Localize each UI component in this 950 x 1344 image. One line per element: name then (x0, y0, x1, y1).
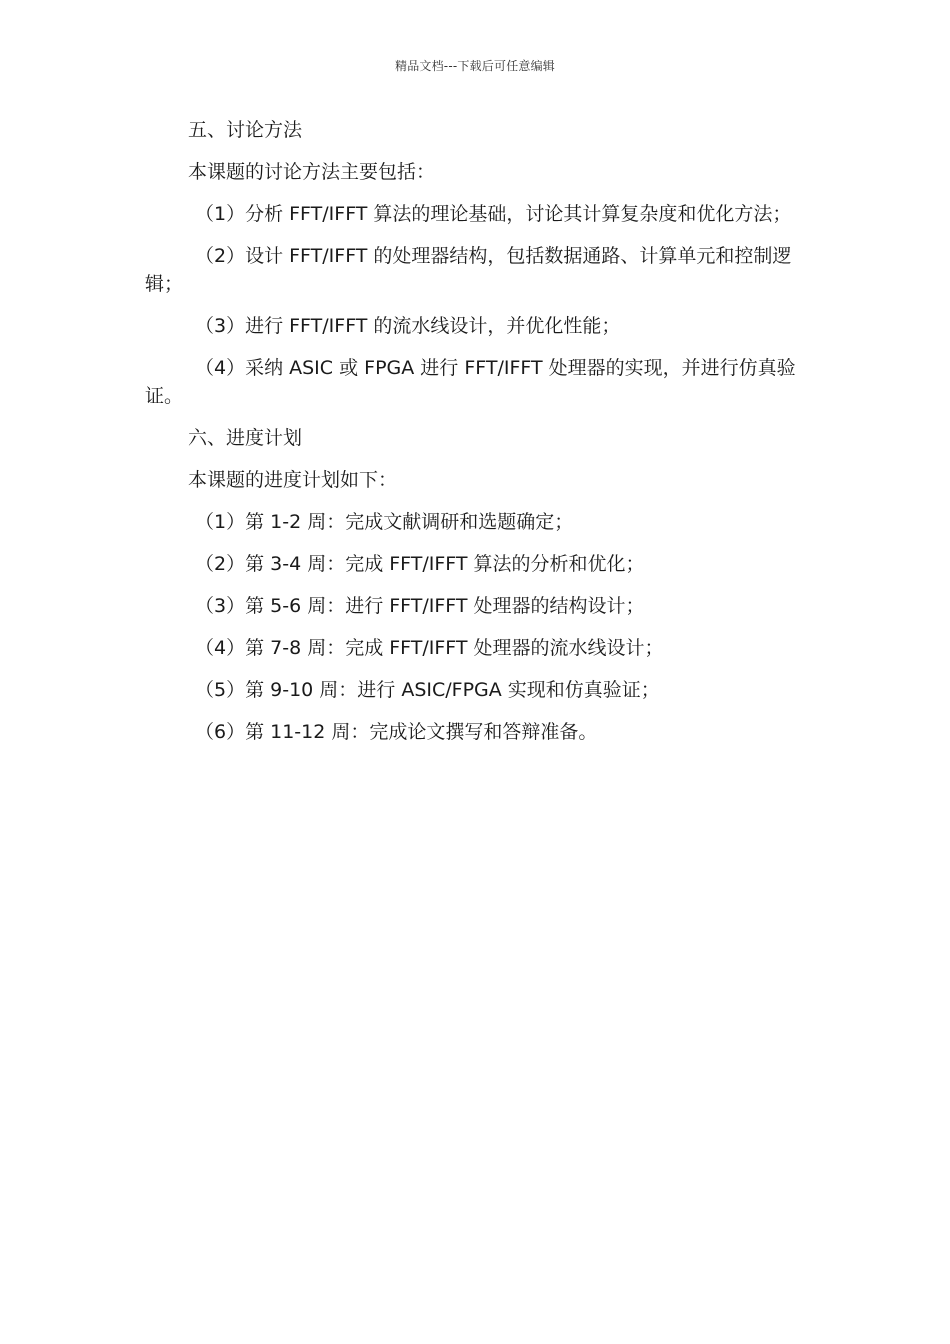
schedule-item-4: （4）第 7-8 周：完成 FFT/IFFT 处理器的流水线设计； (195, 637, 664, 659)
section-heading-methods: 五、讨论方法 (188, 119, 303, 141)
methods-item-2: （2）设计 FFT/IFFT 的处理器结构，包括数据通路、计算单元和控制逻辑； (145, 245, 792, 295)
section-intro-schedule: 本课题的进度计划如下： (188, 469, 398, 491)
methods-item-4: （4）采纳 ASIC 或 FPGA 进行 FFT/IFFT 处理器的实现，并进行仿真验证。 (145, 357, 796, 407)
schedule-item-2: （2）第 3-4 周：完成 FFT/IFFT 算法的分析和优化； (195, 553, 645, 575)
methods-item-1: （1）分析 FFT/IFFT 算法的理论基础，讨论其计算复杂度和优化方法； (195, 203, 792, 225)
page-header: 精品文档---下载后可任意编辑 (395, 59, 555, 73)
section-intro-methods: 本课题的讨论方法主要包括： (188, 161, 436, 183)
schedule-item-5: （5）第 9-10 周：进行 ASIC/FPGA 实现和仿真验证； (195, 679, 660, 701)
methods-item-3: （3）进行 FFT/IFFT 的流水线设计，并优化性能； (195, 315, 621, 337)
schedule-item-1: （1）第 1-2 周：完成文献调研和选题确定； (195, 511, 574, 533)
section-heading-schedule: 六、进度计划 (188, 427, 303, 449)
schedule-item-6: （6）第 11-12 周：完成论文撰写和答辩准备。 (195, 721, 598, 743)
document-body (145, 116, 800, 760)
schedule-item-3: （3）第 5-6 周：进行 FFT/IFFT 处理器的结构设计； (195, 595, 645, 617)
